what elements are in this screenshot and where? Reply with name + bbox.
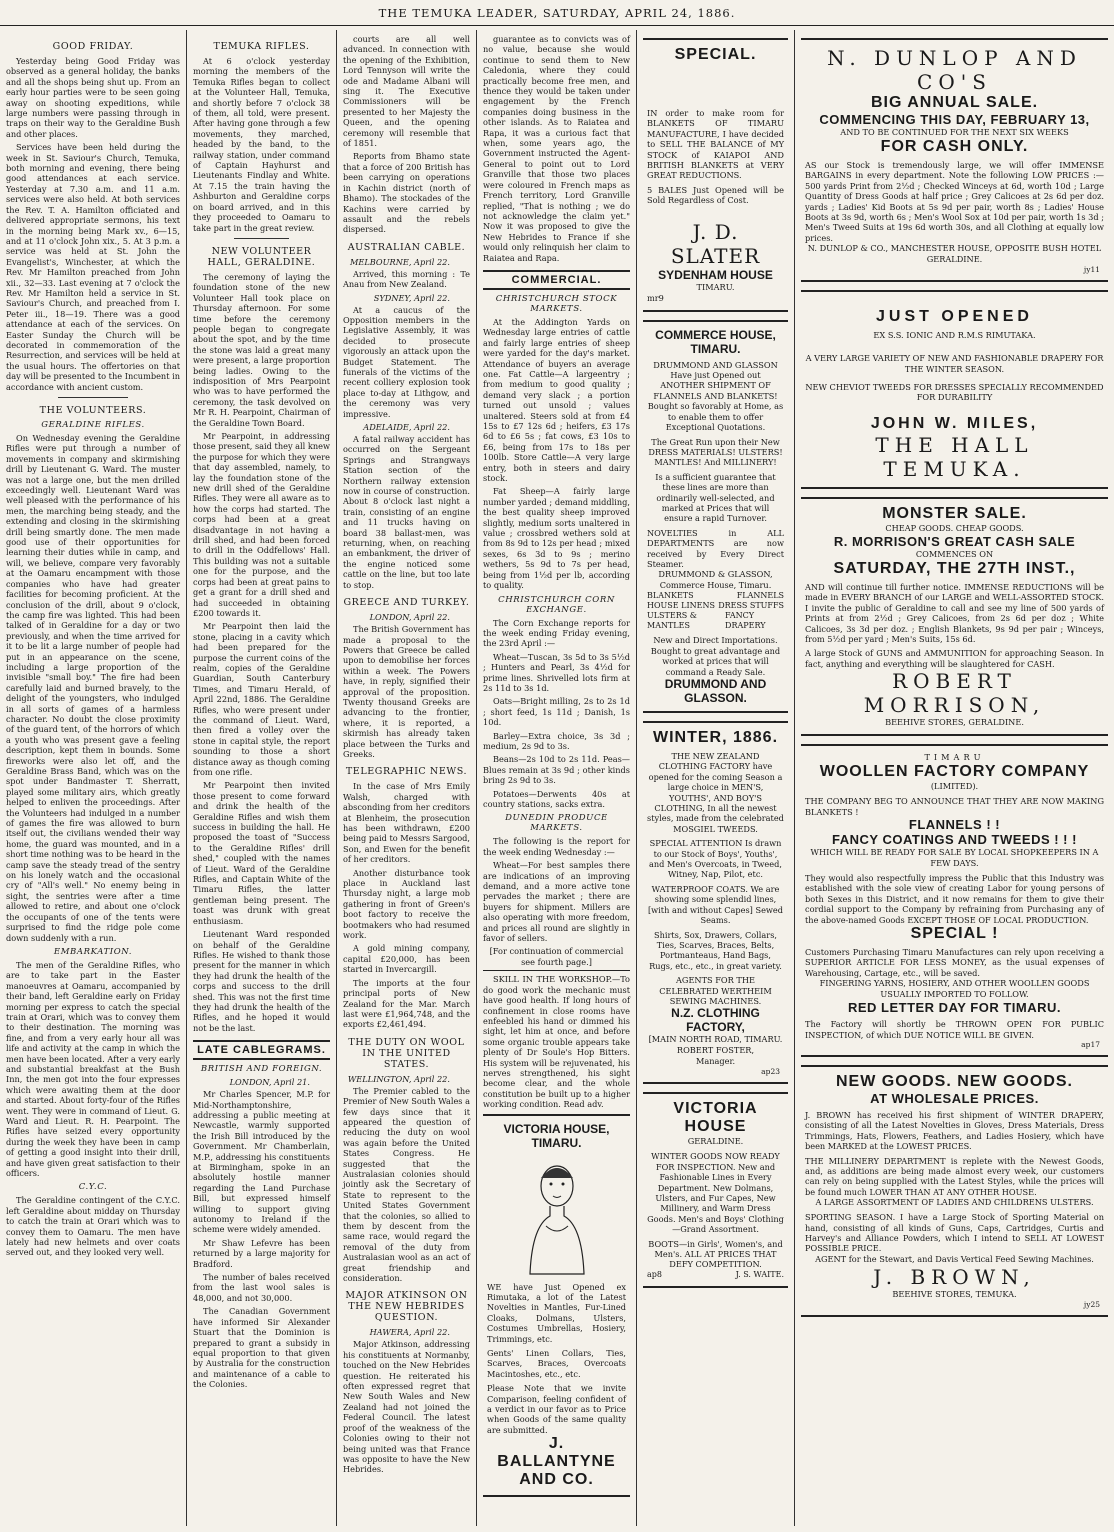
product-item: DRESS STUFFS — [718, 601, 784, 611]
ad-store-name: BEEHIVE STORES, GERALDINE. — [885, 717, 1024, 728]
ad-ready: WHICH WILL BE READY FOR SALE BY LOCAL SHOPKEEPERS IN A FEW DAYS. — [810, 846, 1099, 868]
article-paragraph: The Canadian Government have informed Sir Alexander Stuart that the Dominion is prepared to grant a subsidy in equal proportion to that given by Australia for the construction and maintenance of a cable to the Colonies. — [193, 1306, 330, 1390]
article-paragraph: The following is the report for the week ending Wednesday :— — [483, 836, 630, 857]
product-row — [647, 611, 784, 631]
article-paragraph: The imports at the four principal ports of New Zealand for the Mar. March last were £1,964,748, and the exports £2,461,494. — [343, 977, 470, 1030]
ad-body: WINTER GOODS NOW READY FOR INSPECTION. New and Fashionable Lines in Every Department. New Dolmans, Ulsters, and Fur Capes, New Millinery, and Warm Dress Goods. Men's and Boys' Clothing—Grand Assortment. — [647, 1151, 784, 1235]
ad-merchant-name: JOHN W. MILES, — [870, 414, 1039, 432]
ad-fingering: FINGERING YARNS, HOSIERY, AND OTHER WOOLLEN GOODS USUALLY IMPORTED TO FOLLOW. — [819, 978, 1090, 1000]
ad-title: SPECIAL. — [674, 46, 757, 63]
article-paragraph: Mr Charles Spencer, M.P. for Mid-Northamptonshire, addressing a public meeting at Newcastle, warmly supported the Irish Bill introduced by the Government. Mr Chamberlain, M.P., addressing his constituents at Birmingham, spoke in an absolutely hostile manner regarding the Land Purchase Bill, but expressed himself willing to support giving autonomy to Ireland if the scheme were widely amended. — [193, 1089, 330, 1235]
article-paragraph: Fat Sheep—A fairly large number yarded ; demand middling, the best quality sheep improved slightly, medium sorts unaltered in value ; crossbred wethers sold at from 8s 9d to 12s per head ; mixed sexes, 6s 3d to 9s ; merino wethers, 5s 9d to 7s per head, being from 1½d per lb, according to quality. — [483, 486, 630, 591]
ad-code: ap23 — [761, 1067, 780, 1077]
ad-continued: AND TO BE CONTINUED FOR THE NEXT SIX WEEKS — [840, 127, 1069, 137]
ad-title: MONSTER SALE. — [882, 504, 1027, 522]
dateline: SYDNEY, April 22. — [373, 292, 450, 303]
ad-victoria-house-geraldine — [643, 1092, 788, 1287]
heading-volunteer-hall: NEW VOLUNTEER HALL, GERALDINE. — [207, 245, 316, 268]
dateline: LONDON, April 22. — [369, 612, 450, 623]
continuation-note: [For continuation of commercial see fourth page.] — [489, 946, 624, 967]
product-item: BLANKETS — [647, 591, 694, 601]
ad-commences: COMMENCES ON — [915, 548, 994, 559]
dateline: HAWERA, April 22. — [369, 1327, 450, 1338]
column-6 — [795, 30, 1114, 1526]
lady-portrait-icon — [512, 1156, 602, 1276]
subheading-stock-markets: CHRISTCHURCH STOCK MARKETS. — [495, 293, 618, 314]
article-paragraph: Lieutenant Ward responded on behalf of the Geraldine Rifles. He wished to thank those present for the manner in which they had drunk the health of the corps and success to the drill shed. This was not the first time they had drunk the health of the Rifles, and he hoped it would not be the last. — [193, 929, 330, 1033]
ad-fancy-coatings: FANCY COATINGS AND TWEEDS ! ! ! — [832, 831, 1077, 847]
heading-wool-duty: THE DUTY ON WOOL IN THE UNITED STATES. — [348, 1036, 465, 1070]
ad-town: GERALDINE. — [687, 1136, 744, 1147]
article-paragraph: Potatoes—Derwents 40s at country stations, sacks extra. — [483, 788, 630, 809]
ad-code: jy25 — [1083, 1299, 1100, 1309]
product-row — [647, 591, 784, 601]
ad-body: Please Note that we invite Comparison, feeling confident of a verdict in our favor as to Price when Goods of the same quality are submitted. — [487, 1383, 626, 1435]
column-1 — [0, 30, 186, 1526]
article-paragraph: Oats—Bright milling, 2s to 2s 1d ; short feed, 1s 11d ; Danish, 1s 10d. — [483, 696, 630, 728]
divider — [58, 397, 128, 398]
article-paragraph: The Premier cabled to the Premier of New South Wales a few days since that it appeared the question of reducing the duty on wool was again before the United States Congress. He suggested that the Australasian colonies should jointly ask the Secretary of State to represent to the United States Government that the colonies, so allied to them by descent from the same race, would regard the removal of the duty from Australasian wool as an act of great friendship and consideration. — [343, 1085, 470, 1284]
article-paragraph: A gold mining company, capital £20,000, has been started in Invercargill. — [343, 943, 470, 975]
ad-body: Gents' Linen Collars, Ties, Scarves, Braces, Overcoats Macintoshes, etc., etc. — [487, 1348, 626, 1379]
ad-address: [MAIN NORTH ROAD, TIMARU. — [648, 1034, 783, 1045]
dateline: LONDON, April 21. — [229, 1077, 310, 1088]
ad-firm-name: J. BALLANTYNE AND CO. — [497, 1435, 616, 1489]
article-paragraph: The number of bales received from the last wool sales is 48,000, and not 30,000. — [193, 1272, 330, 1303]
ad-victoria-house-timaru — [483, 1114, 630, 1498]
ad-factory-name: N.Z. CLOTHING FACTORY, — [671, 1006, 760, 1035]
article-paragraph: Yesterday being Good Friday was observed as a general holiday, the banks and all the shops being shut up. From an early hour parties were to be seen going away on shooting expeditions, while large numbers were passing through in traps on their way to the Geraldine Bush and other places. — [6, 56, 180, 139]
heading-australian-cable: AUSTRALIAN CABLE. — [347, 241, 466, 253]
ad-town: TIMARU — [924, 752, 985, 763]
article-paragraph: Beans—2s 10d to 2s 11d. Peas—Blues remain at 3s 9d ; other kinds bring 2s 9d to 3s. — [483, 754, 630, 786]
ad-title: WOOLLEN FACTORY COMPANY — [819, 763, 1090, 781]
ad-cheap-goods: CHEAP GOODS. CHEAP GOODS. — [885, 522, 1024, 533]
dateline: MELBOURNE, April 22. — [349, 256, 450, 267]
ad-body: 5 BALES Just Opened will be Sold Regardless of Cost. — [647, 184, 784, 206]
ad-body: WE have Just Opened ex Rimutaka, a lot of the Latest Novelties in Mantles, Fur-Lined Cloaks, Dolmans, Ulsters, Costumes Umbrellas, Hosiery, Trimmings, etc. — [487, 1281, 626, 1344]
article-paragraph: The Geraldine contingent of the C.Y.C. left Geraldine about midday on Thursday to catch the train at Orari which was to convey them to Oamaru. The men have lately had new helmets and over coats served out, and they looked very well. — [6, 1195, 180, 1258]
ad-sale-date: SATURDAY, THE 27TH INST., — [833, 559, 1076, 577]
ad-code: jy11 — [1083, 265, 1100, 275]
ad-body: The Great Run upon their New DRESS MATERIALS! ULSTERS! MANTLES! And MILLINERY! — [648, 436, 783, 468]
ad-sale-heading: BIG ANNUAL SALE. — [870, 94, 1039, 111]
column-2 — [187, 30, 336, 1526]
heading-temuka-rifles: TEMUKA RIFLES. — [213, 41, 310, 52]
ad-merchant-name: J. D. SLATER — [670, 219, 761, 268]
article-paragraph: The British Government has made a proposal to the Powers that Greece be called upon to demobilise her forces within a week. The Powers have, in reply, signified their approval of the proposition. Twenty thousand Greeks are advancing to the frontier, where, it is reported, a skirmish has already taken place between the Turks and Greeks. — [343, 624, 470, 759]
product-row — [647, 601, 784, 611]
article-paragraph: Mr Pearpoint, in addressing those present, said they all knew the purpose for which they were that day assembled, namely, to lay the foundation stone of the new drill shed of the Geraldine Rifles. They were all aware as to how the corps had started. The corps had been at a great disadvantage in not having a drill shed, and had been forced to drill in the Oddfellows' Hall. This building was not a suitable one for the purpose, and the corps had been at great pains to get a grant for a drill shed and had succeeded in obtaining £200 towards it. — [193, 431, 330, 618]
ad-body: They would also respectfully impress the Public that this Industry was established with the sole view of creating Labor for young persons of both Sexes in this District, and it now remains for them to give their cordial support to the Company by refraining from Purchasing any of the above-named Goods EXCEPT THOSE OF LOCAL PRODUCTION. — [805, 872, 1104, 925]
ad-town: TIMARU. — [696, 281, 735, 292]
ad-body: AS our Stock is tremendously large, we will offer IMMENSE BARGAINS in every department. Note the following LOW PRICES :—500 yards Print from 2½d ; Checked Winceys at 6d, worth 10d ; Large Quantity of Dress Goods at half price ; Grey Calicoes at 2s 6d per doz. yards ; Ladies' Kid Boots at 5s 9d per pair, worth 8s ; Ladies' House Boots at 3s 9d, worth 6s ; Men's Wool Sox at 10d per pair, worth 1s 3d ; Men's Tweed Suits at 19s 6d worth 30s, and all Clothing at equally low prices. — [805, 160, 1104, 243]
subheading-geraldine-rifles: GERALDINE RIFLES. — [41, 420, 145, 430]
subheading-dunedin-markets: DUNEDIN PRODUCE MARKETS. — [505, 813, 608, 834]
article-paragraph: The Corn Exchange reports for the week ending Friday evening, the 23rd April :— — [483, 617, 630, 649]
article-paragraph: guarantee as to convicts was of no value, because she would continue to send them to New Caledonia, where they could practically become free men, and thence they would be taken under engagement by the French companies doing business in the other islands. As to Raiatea and Rapa, it was a curious fact that when, some years ago, the Government instructed the Agent-General to point out to Lord Granville that those two places were coloured in French maps as French territory, Lord Granville replied, "That is nothing ; we do not acknowledge the claim yet." Now it was proposed to give the New Hebrides to France if she would only relinquish her claim to Raiatea and Rapa. — [483, 34, 630, 263]
product-item: HOUSE LINENS — [647, 601, 715, 611]
ad-title: NEW GOODS. NEW GOODS. — [835, 1073, 1073, 1090]
heading-late-cablegrams: LATE CABLEGRAMS. — [193, 1040, 330, 1060]
subheading-embarkation: EMBARKATION. — [53, 946, 133, 957]
ad-manager-title: Manager. — [695, 1056, 736, 1067]
ad-just-opened — [801, 290, 1108, 489]
article-paragraph: Wheat—Tuscan, 3s 5d to 3s 5½d ; Hunters and Pearl, 3s 4½d for prime lines. Shrivelled lots firm at 2s 11d to 3s 1d. — [483, 651, 630, 693]
heading-commercial: COMMERCIAL. — [483, 270, 630, 290]
ad-shipment: EX S.S. IONIC AND R.M.S RIMUTAKA. — [873, 330, 1036, 341]
ad-code: ap17 — [1081, 1040, 1100, 1049]
ad-brown-new-goods — [801, 1065, 1108, 1317]
ad-woollen-factory — [801, 744, 1108, 1057]
ad-code: ap8 — [647, 1269, 662, 1279]
article-paragraph: At the Addington Yards on Wednesday large entries of cattle and fairly large entries of sheep were yarded for the day's market. Attendance of buyers an average one. Fat Cattle—A largeentry ; from medium to good quality ; demand very slack ; a portion turned out unsold ; values unaltered. Steers sold at from £4 15s to £7 12s 6d ; heifers, £3 17s 6d to £6 5s ; fat cows, £3 10s to £6, being from 17s to 18s per 100lb. Store Cattle—A very large entry, both in steers and dairy stock. — [483, 316, 630, 484]
ad-merchant-house: SYDENHAM HOUSE — [658, 267, 773, 282]
ad-body: DRUMMOND AND GLASSON Have just Opened out ANOTHER SHIPMENT OF FLANNELS AND BLANKETS! Bought so favorably at Home, as to enable them to offer Exceptional Quotations. — [647, 359, 784, 433]
ad-cash-only: FOR CASH ONLY. — [880, 138, 1029, 155]
ad-flannels: FLANNELS ! ! — [908, 816, 1001, 832]
column-3 — [337, 30, 476, 1526]
ad-sale-heading: R. MORRISON'S GREAT CASH SALE — [833, 533, 1076, 549]
article-paragraph: At a caucus of the Opposition members in the Legislative Assembly, it was decided to prosecute vigorously an attack upon the Budget Statement. The funerals of the victims of the recent colliery explosion took place to-day at Lithgow, and the ceremony was very impressive. — [343, 304, 470, 419]
article-paragraph: Wheat—For best samples there are indications of an improving demand, and a more active tone pervades the market ; there are buyers for shipment. Millers are also operating with more freedom, and prices all round are slightly in favor of sellers. — [483, 860, 630, 944]
ad-red-letter: RED LETTER DAY FOR TIMARU. — [847, 1000, 1062, 1016]
ad-store-name: THE HALL TEMUKA. — [875, 432, 1034, 481]
column-5 — [637, 30, 794, 1526]
ad-body: Is a sufficient guarantee that these lines are more than ordinarily well-selected, and marked at Prices that will ensure a rapid Turnover. — [655, 471, 776, 524]
ad-body: THE MILLINERY DEPARTMENT is replete with the Newest Goods, and, as additions are being made almost every week, our customers can rely on being supplied with the Latest Styles, while the prices will be found much LOWER THAN AT ANY OTHER HOUSE. — [805, 1155, 1104, 1197]
ad-title: COMMERCE HOUSE, TIMARU. — [655, 327, 776, 356]
ad-body: IN order to make room for BLANKETS OF TIMARU MANUFACTURE, I have decided to SELL THE BALANCE of MY STOCK of KAIAPOI AND BRITISH BLANKETS at VERY GREAT REDUCTIONS. — [647, 108, 784, 181]
article-paragraph: Another disturbance took place in Auckland last Thursday night, a large mob gathering in front of Green's boot factory to receive the bootmakers who had resumed work. — [343, 867, 470, 941]
article-paragraph: In the case of Mrs Emily Walsh, charged with absconding from her creditors at Blenheim, the prosecution has been withdrawn, £200 being paid to Messrs Sargood, Son, and Ewen for the benefit of her creditors. — [343, 781, 470, 865]
ad-agent: AGENT for the Stewart, and Davis Vertical Feed Sewing Machines. — [815, 1253, 1094, 1264]
ad-body: A large Stock of GUNS and AMMUNITION for approaching Season. In fact, anything and everything will be slaughtered for CASH. — [805, 648, 1104, 669]
ad-special: SPECIAL ! — [910, 924, 999, 942]
ad-signature: J. S. WAITE. — [735, 1269, 784, 1279]
dateline: ADELAIDE, April 22. — [363, 422, 450, 432]
article-paragraph: The ceremony of laying the foundation stone of the new Volunteer Hall took place on Thursday afternoon. For some time before the ceremony people began to congregate about the spot, and by the time the stone was laid a great many were present, a large proportion being ladies. Owing to the indisposition of Mrs Pearpoint who was to have performed the ceremony, the task devolved on Mr R. H. Pearpoint, Chairman of the Geraldine Town Board. — [193, 271, 330, 428]
ad-body: A VERY LARGE VARIETY OF NEW AND FASHIONABLE DRAPERY FOR THE WINTER SEASON. — [805, 353, 1104, 374]
heading-telegraphic-news: TELEGRAPHIC NEWS. — [345, 766, 468, 778]
ad-signature-row — [647, 1270, 784, 1280]
ad-merchant-name: ROBERT MORRISON, — [863, 669, 1046, 718]
article-paragraph: Mr Pearpoint then laid the stone, placing in a cavity which had been prepared for the purpose the current coins of the realm, copies of the Geraldine Guardian, South Canterbury Times, and Timaru Herald, of April 22nd, 1886. The Geraldine Rifles, who were present under the command of Lieut. Ward, then fired a volley over the stone in capital style, the report sounding to those a short distance away as though coming from one rifle. — [193, 621, 330, 777]
dateline: WELLINGTON, April 22. — [347, 1073, 450, 1084]
ad-body: THE COMPANY BEG TO ANNOUNCE THAT THEY ARE NOW MAKING BLANKETS ! — [805, 796, 1104, 817]
article-paragraph: Services have been held during the week in St. Saviour's Church, Temuka, both morning and evening, there being good attendances at each service. Yesterday at 7.30 a.m. and 11 a.m. services were also held. At both services the Rev. T. A. Hamilton officiated and delivered appropriate sermons, his text in the morning being Mark xv., 6—15, and at 11 o'clock John xix., 5. At 3 p.m. a service was held at St. John the Evangelist's, Winchester, at which the Rev. Mr Hamilton preached from John xii., 32—33. Last evening at 7 o'clock the Rev. Mr Hamilton held a service in St. Saviour's Church, and preached from I. Peter iii., 18—19. There was a good attendance at each of the services. On Easter Sunday the Church will be decorated in commemoration of the Resurrection, and services will be held at the usual hours. The offertories on that day will be presented to the Incumbent in accordance with ancient custom. — [6, 142, 180, 392]
article-paragraph: On Wednesday evening the Geraldine Rifles were put through a number of movements in company and skirmishing drill by Lieutenant G. Ward. The muster was not a large one, but the men drilled exceedingly well. Lieutenant Ward was well pleased with the performance of his men, the marching being steady, and the extending and closing in the skirmishing drill being smartly done. The men made good use of their opportunities for learning their duties while in camp, and will, we believe, compare very favorably at the Oamaru encampment with those companies who have had greater facilities for becoming proficient. At the conclusion of the drill, about 9 o'clock, the camp fire was lighted. This had been talked of in Geraldine for a day or two previously, and when the time arrived for it to be lit a large number of people had put in an appearance on the scene, including a large proportion of the invisible "small boy." The fire had been carefully laid and burned bravely, to the delight of the youngsters, who indulged in all sorts of games of a harmless character. No doubt the close proximity of the guard tent, of the horrors of which a youth who was present gave a feeling description, kept them in bounds. Some fireworks were also let off, and the Geraldine Brass Band, which was on the spot under Bandmaster T. Sherratt, played some military airs, which greatly helped to enliven the proceedings. After the Volunteers had indulged in a number of games the fire was allowed to burn itself out, the civilians wended their way home, the guard was mounted, and in a short time nothing was to be heard in the camp save the steady tread of the sentry on his lonely watch and the occasional cry of "All's well." No enemy being in sight, the sentries were after a time allowed to retire, and about one o'clock the occupants of one of the tents were surprised to find the ridge pole come down suddenly with a run. — [6, 433, 180, 943]
ad-limited: (LIMITED). — [930, 781, 979, 792]
product-item: ULSTERS & MANTLES — [647, 611, 697, 631]
subheading-cyc: C.Y.C. — [78, 1182, 108, 1193]
divider — [234, 238, 289, 239]
heading-good-friday: GOOD FRIDAY. — [52, 41, 134, 52]
ad-footer: DRUMMOND AND GLASSON. — [664, 677, 767, 705]
subheading-british-foreign: BRITISH AND FOREIGN. — [200, 1064, 323, 1075]
article-paragraph: Arrived, this morning : Te Anau from New Zealand. — [343, 268, 470, 290]
ad-special-blankets — [643, 38, 788, 312]
ad-nz-clothing — [643, 721, 788, 1084]
ad-morrison-sale — [801, 497, 1108, 736]
column-4 — [477, 30, 636, 1526]
ad-body: WATERPROOF COATS. We are showing some splendid lines, [with and without Capes] Sewed Seams. — [647, 883, 784, 926]
ad-body: The Factory will shortly be THROWN OPEN FOR PUBLIC INSPECTION, of which DUE NOTICE WILL BE GIVEN. — [805, 1019, 1104, 1040]
article-paragraph: Mr Shaw Lefevre has been returned by a large majority for Bradford. — [193, 1237, 330, 1269]
ad-commerce-house — [643, 320, 788, 713]
heading-new-hebrides: MAJOR ATKINSON ON THE NEW HEBRIDES QUESTION. — [345, 1290, 468, 1324]
article-paragraph: Mr Pearpoint then invited those present to come forward and drink the health of the Geraldine Rifles and wish them success in building the hall. He proposed the toast of "Success to the Geraldine Rifles' drill shed," coupled with the names of Lieut. Ward of the Geraldine Rifles, and Captain White of the Timaru Rifles, the latter gentleman being present. The toast was drunk with great enthusiasm. — [193, 780, 330, 926]
ad-dunlop-sale — [801, 38, 1108, 282]
ad-body: BOOTS—in Girls', Women's, and Men's. ALL AT PRICES THAT DEFY COMPETITION. — [648, 1238, 783, 1270]
ad-title: VICTORIA HOUSE — [673, 1100, 758, 1136]
ad-body: SPORTING SEASON. I have a Large Stock of Sporting Material on hand, consisting of all kinds of Guns, Caps, Cartridges, Curtis and Harvey's and Alliance Powders, which I intend to SELL AT LOWEST POSSIBLE PRICE. — [805, 1212, 1104, 1254]
ad-wholesale: AT WHOLESALE PRICES. — [870, 1091, 1039, 1106]
article-paragraph: SKILL IN THE WORKSHOP.—To do good work the mechanic must have good health. If long hours of confinement in close rooms have enfeebled his hand or dimmed his sight, let him at once, and before some organic trouble appears take plenty of Dr Soule's Hop Bitters. His system will be rejuvenated, his nerves strengthened, his sight become clear, and the whole constitution be built up to a higher working condition. Read adv. — [483, 970, 630, 1109]
ad-store-name: BEEHIVE STORES, TEMUKA. — [892, 1288, 1017, 1299]
heading-greece-turkey: GREECE AND TURKEY. — [343, 597, 470, 609]
ad-address: N. DUNLOP & CO., MANCHESTER HOUSE, OPPOSITE BUSH HOTEL GERALDINE. — [807, 243, 1102, 265]
ad-manager-name: ROBERT FOSTER, — [676, 1045, 755, 1056]
article-paragraph: courts are all well advanced. In connection with the opening of the Exhibition, Lord Tennyson will write the ode and Madame Albani will sing it. The Executive Commissioners will be presented to her Majesty the Queen, and the opening ceremony will resemble that of 1851. — [343, 34, 470, 149]
ad-body: NOVELTIES in ALL DEPARTMENTS are now received by Every Direct Steamer. — [647, 527, 784, 569]
ad-body: SPECIAL ATTENTION Is drawn to our Stock of Boys', Youths', and Men's Overcoats, in Tweed, Witney, Nap, Pilot, etc. — [649, 838, 782, 880]
article-paragraph: Reports from Bhamo state that a force of 200 British has been carrying on operations in Kachin district (north of Bhamo). The stockades of the Kachins were carried by assault and the rebels dispersed. — [343, 151, 470, 235]
product-item: FLANNELS — [736, 591, 784, 601]
ad-ulsters: A LARGE ASSORTMENT OF LADIES AND CHILDRENS ULSTERS. — [815, 1197, 1094, 1208]
ad-body: J. BROWN has received his first shipment of WINTER DRAPERY, consisting of all the Latest Novelties in Gloves, Dress Materials, Dress Trimmings, Hats, Flowers, Feathers, and Ladies Hosiery, which have been MARKED at the LOWEST PRICES. — [805, 1110, 1104, 1152]
article-paragraph: Barley—Extra choice, 3s 3d ; medium, 2s 9d to 3s. — [483, 730, 630, 751]
ad-merchant-name: J. BROWN, — [873, 1264, 1036, 1289]
ad-title: WINTER, 1886. — [652, 729, 779, 746]
ad-body: AND will continue till further notice. IMMENSE REDUCTIONS will be made in EVERY BRANCH of our LARGE and WELL-ASSORTED STOCK. I invite the public of Geraldine to call and see my line of 500 yards of Prints at from 2½d ; Grey Calicoes, from 2s 6d per doz ; White Calicoes, 3s 3d per doz. ; English Blankets, 9s 9d per pair ; Winceys, from 5½d per yard ; Men's Suits, 15s 6d. — [805, 581, 1104, 644]
ad-title: JUST OPENED — [876, 308, 1033, 326]
heading-volunteers: THE VOLUNTEERS. — [39, 405, 147, 416]
ad-body: THE NEW ZEALAND CLOTHING FACTORY have opened for the coming Season a large choice in MEN'S, YOUTHS', AND BOY'S CLOTHING, In all the newest styles, made from the celebrated MOSGIEL TWEEDS. — [647, 751, 784, 834]
ad-body: New and Direct Importations. Bought to great advantage and worked at prices that will command a Ready Sale. — [650, 635, 781, 677]
ad-title: N. DUNLOP AND CO'S — [827, 46, 1082, 94]
ad-body: AGENTS FOR THE CELEBRATED WERTHEIM SEWING MACHINES. — [659, 975, 772, 1006]
ad-body: NEW CHEVIOT TWEEDS FOR DRESSES SPECIALLY RECOMMENDED FOR DURABILITY — [805, 382, 1104, 403]
article-paragraph: At 6 o'clock yesterday morning the members of the Temuka Rifles began to collect at the Volunteer Hall, Temuka, and shortly before 7 o'clock 38 of them, all told, were present. After having gone through a few movements, they marched, headed by the band, to the railway station, under command of Captain Hayhurst and Lieutenants Findlay and White. At 7.15 the train having the Ashburton and Geraldine corps on board arrived, and in this they proceeded to Oamaru to take part in the great review. — [193, 56, 330, 233]
masthead: THE TEMUKA LEADER, SATURDAY, APRIL 24, 1886. — [0, 0, 1114, 26]
ad-commencing: COMMENCING THIS DAY, FEBRUARY 13, — [819, 112, 1090, 127]
ad-address: DRUMMOND & GLASSON, Commerce House, Timaru. — [658, 569, 773, 591]
article-paragraph: Major Atkinson, addressing his constituents at Normanby, touched on the New Hebrides question. He reiterated his often expressed regret that New South Wales and New Zealand had not joined the Federal Council. The latest proof of the weakness of the Colonies owing to their not being united was that France was opposite to have the New Hebrides. — [343, 1339, 470, 1475]
ad-code: mr9 — [647, 292, 664, 303]
product-item: FANCY DRAPERY — [725, 611, 766, 631]
subheading-corn-exchange: CHRISTCHURCH CORN EXCHANGE. — [498, 594, 615, 615]
article-paragraph: A fatal railway accident has occurred on the Sergeant Springs and Strangways Station section of the Northern railway extension now in course of construction. About 8 o'clock last night a train, consisting of an engine and 11 trucks having on board 38 ballast-men, was returning, when, on reaching an embankment, the driver of the engine noticed some cattle on the line, but too late to stop. — [343, 434, 470, 590]
ad-title: VICTORIA HOUSE, TIMARU. — [503, 1121, 610, 1150]
article-paragraph: The men of the Geraldine Rifles, who are to take part in the Easter manoeuvres at Oamaru, accompanied by their band, left Geraldine early on Friday morning per express to catch the special train at Orari, which was to convey them to their destination. The morning was fine, and from a very early hour all was life and activity at the camp in which the men have been located. After a very early and substantial breakfast at the Bush Inn, the men got into the four expresses which were awaiting them at the door and started. About forty-four of the Rifles went. They were in command of Lieut. G. Ward and Lieut. R. H. Pearpoint. The Rifles have seized every opportunity during the week they have been in camp of getting a good insight into their drill, and have given great satisfaction to their officers. — [6, 959, 180, 1179]
ad-body: Customers Purchasing Timaru Manufactures can rely upon receiving a SUPERIOR ARTICLE FOR LESS MONEY, as the usual expenses of Warehousing, Cartage, etc., will be saved. — [805, 946, 1104, 978]
ad-body: Shirts, Sox, Drawers, Collars, Ties, Scarves, Braces, Belts, Portmanteaus, Hand Bags, Rugs, etc., etc., in great variety. — [649, 929, 782, 971]
